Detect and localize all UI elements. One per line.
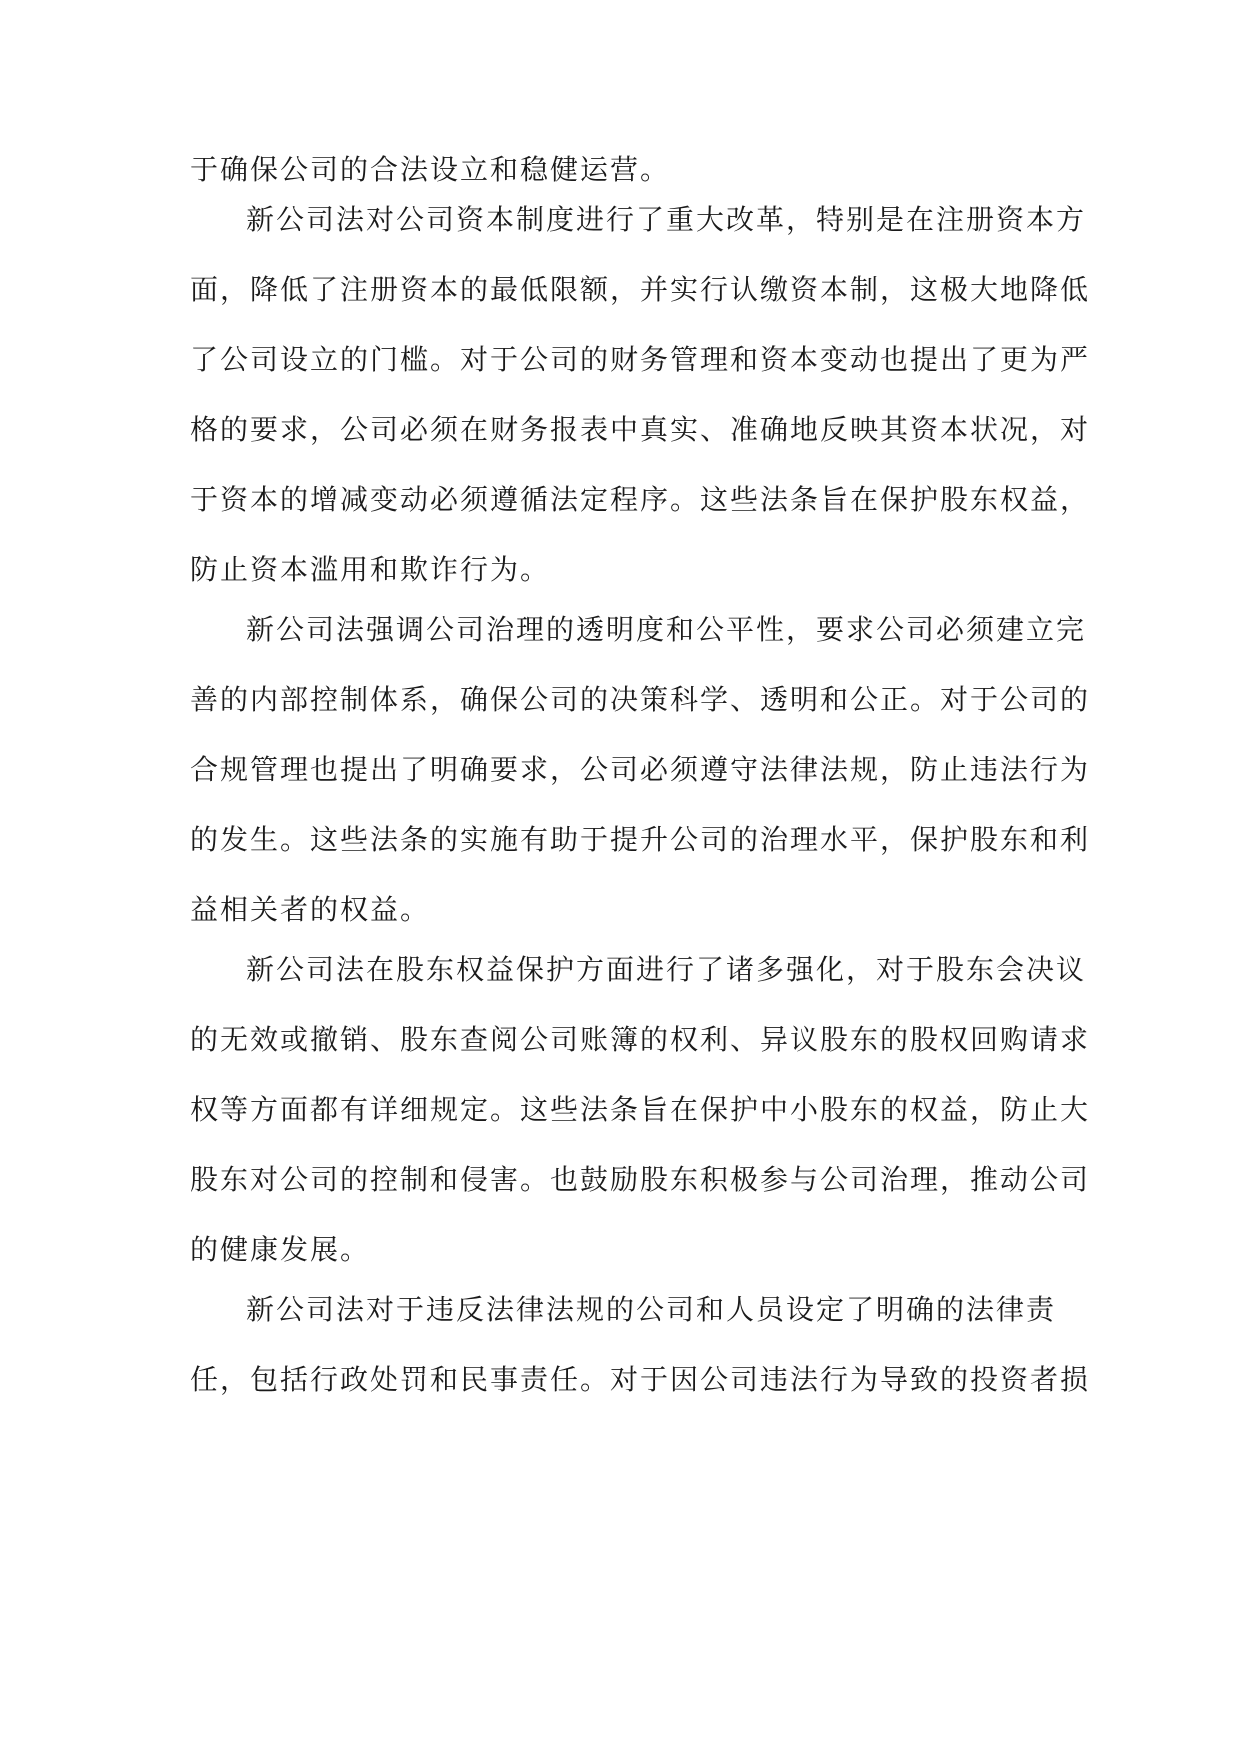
text-line: 善的内部控制体系，确保公司的决策科学、透明和公正。对于公司的 xyxy=(190,683,1091,716)
text-line: 任，包括行政处罚和民事责任。对于因公司违法行为导致的投资者损 xyxy=(190,1363,1091,1396)
paragraph-first-line: 新公司法强调公司治理的透明度和公平性，要求公司必须建立完 xyxy=(246,613,1087,646)
text-line: 权等方面都有详细规定。这些法条旨在保护中小股东的权益，防止大 xyxy=(190,1093,1091,1126)
text-line: 的无效或撤销、股东查阅公司账簿的权利、异议股东的股权回购请求 xyxy=(190,1023,1091,1056)
text-line: 格的要求，公司必须在财务报表中真实、准确地反映其资本状况，对 xyxy=(190,413,1091,446)
text-line: 股东对公司的控制和侵害。也鼓励股东积极参与公司治理，推动公司 xyxy=(190,1163,1091,1196)
text-line: 面，降低了注册资本的最低限额，并实行认缴资本制，这极大地降低 xyxy=(190,273,1091,306)
text-line: 了公司设立的门槛。对于公司的财务管理和资本变动也提出了更为严 xyxy=(190,343,1091,376)
text-line: 于确保公司的合法设立和稳健运营。 xyxy=(190,153,671,186)
text-line: 益相关者的权益。 xyxy=(190,893,431,926)
paragraph-first-line: 新公司法对公司资本制度进行了重大改革，特别是在注册资本方 xyxy=(246,203,1087,236)
paragraph-first-line: 新公司法对于违反法律法规的公司和人员设定了明确的法律责 xyxy=(246,1293,1057,1326)
text-line: 防止资本滥用和欺诈行为。 xyxy=(190,553,551,586)
text-line: 的发生。这些法条的实施有助于提升公司的治理水平，保护股东和利 xyxy=(190,823,1091,856)
text-line: 合规管理也提出了明确要求，公司必须遵守法律法规，防止违法行为 xyxy=(190,753,1091,786)
text-line: 于资本的增减变动必须遵循法定程序。这些法条旨在保护股东权益， xyxy=(190,483,1091,516)
paragraph-first-line: 新公司法在股东权益保护方面进行了诸多强化，对于股东会决议 xyxy=(246,953,1087,986)
text-line: 的健康发展。 xyxy=(190,1233,371,1266)
